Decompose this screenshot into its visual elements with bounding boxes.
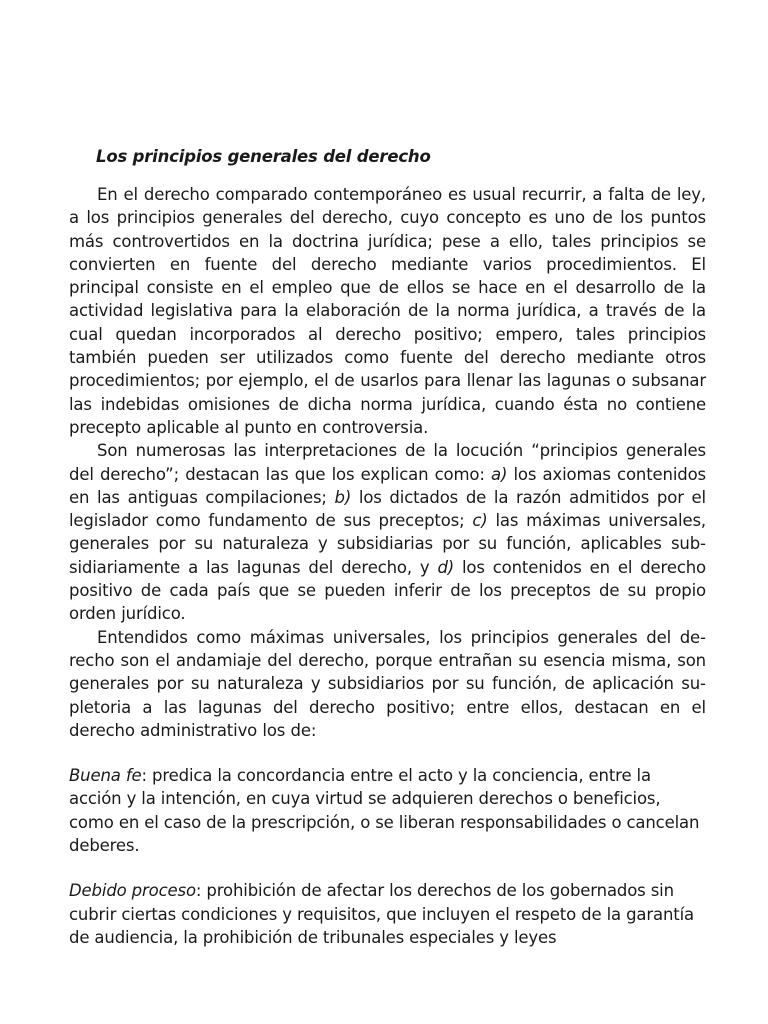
- paragraph-2-text-2: los axiomas contenidos en las antiguas compilaciones;: [69, 464, 706, 507]
- definition-text: : predica la concordancia entre el acto y la conciencia, entre la acción y la intención, en cuya virtud se adquieren derechos o beneficios, como en el caso de la prescripción, o se liberan responsabilidades o cancelan deberes.: [69, 766, 700, 856]
- document-page: [69, 145, 706, 949]
- definition-buena-fe: [69, 764, 706, 857]
- definition-term: Buena fe: [69, 766, 142, 786]
- paragraph-3: Entendidos como máximas universales, los principios generales del derecho son el andamiaje del derecho, porque entrañan su esencia misma, son generales por su naturaleza y subsidiarios por su función, de aplicación supletoria a las lagunas del derecho positivo; entre ellos, destacan en el derecho administrativo los de:: [69, 627, 706, 740]
- paragraph-1: En el derecho comparado contemporáneo es usual recurrir, a falta de ley, a los principios generales del derecho, cuyo concepto es uno de los puntos más controvertidos en la doctrina jurídica; pese a ello, tales principios se convierten en fuente del derecho mediante varios procedimientos. El principal consiste en el empleo que de ellos se hace en el desarrollo de la actividad legislativa para la elaboración de la norma jurídica, a través de la cual quedan incorporados al derecho positivo; empero, tales principios también pueden ser utilizados como fuente del derecho mediante otros procedimientos; por ejemplo, el de usarlos para llenar las lagunas o subsanar las indebidas omisiones de dicha norma jurídica, cuando ésta no contiene precepto aplicable al punto en controversia.: [69, 185, 706, 437]
- section-heading: Los principios generales del derecho: [96, 147, 431, 166]
- list-marker-c: c): [472, 511, 488, 531]
- definition-text: : prohibición de afectar los derechos de los gobernados sin cubrir ciertas condiciones y requisitos, que incluyen el respeto de la garantía de audiencia, la prohibición de tribunales especiales y leyes: [69, 881, 694, 947]
- paragraph-2: [69, 439, 706, 625]
- list-marker-d: d): [437, 557, 455, 577]
- definition-term: Debido proceso: [69, 881, 196, 901]
- paragraph-2-text-1: Son numerosas las interpretaciones de la locución “principios generales del derecho”; destacan las que los explican como:: [69, 441, 706, 484]
- paragraph-2-text-3: los dictados de la razón admitidos por el legislador como fundamento de sus preceptos;: [69, 487, 706, 531]
- definition-debido-proceso: [69, 879, 706, 949]
- list-marker-a: a): [490, 464, 508, 484]
- paragraph-2-text-5: los contenidos en el derecho positivo de cada país que se pueden inferir de los preceptos de su propio orden jurídico.: [69, 557, 706, 624]
- list-marker-b: b): [334, 487, 352, 507]
- paragraph-2-text-4: las máximas universales, generales por su naturaleza y subsidiarias por su función, aplicables subsidiariamente a las lagunas del derecho, y: [69, 511, 706, 577]
